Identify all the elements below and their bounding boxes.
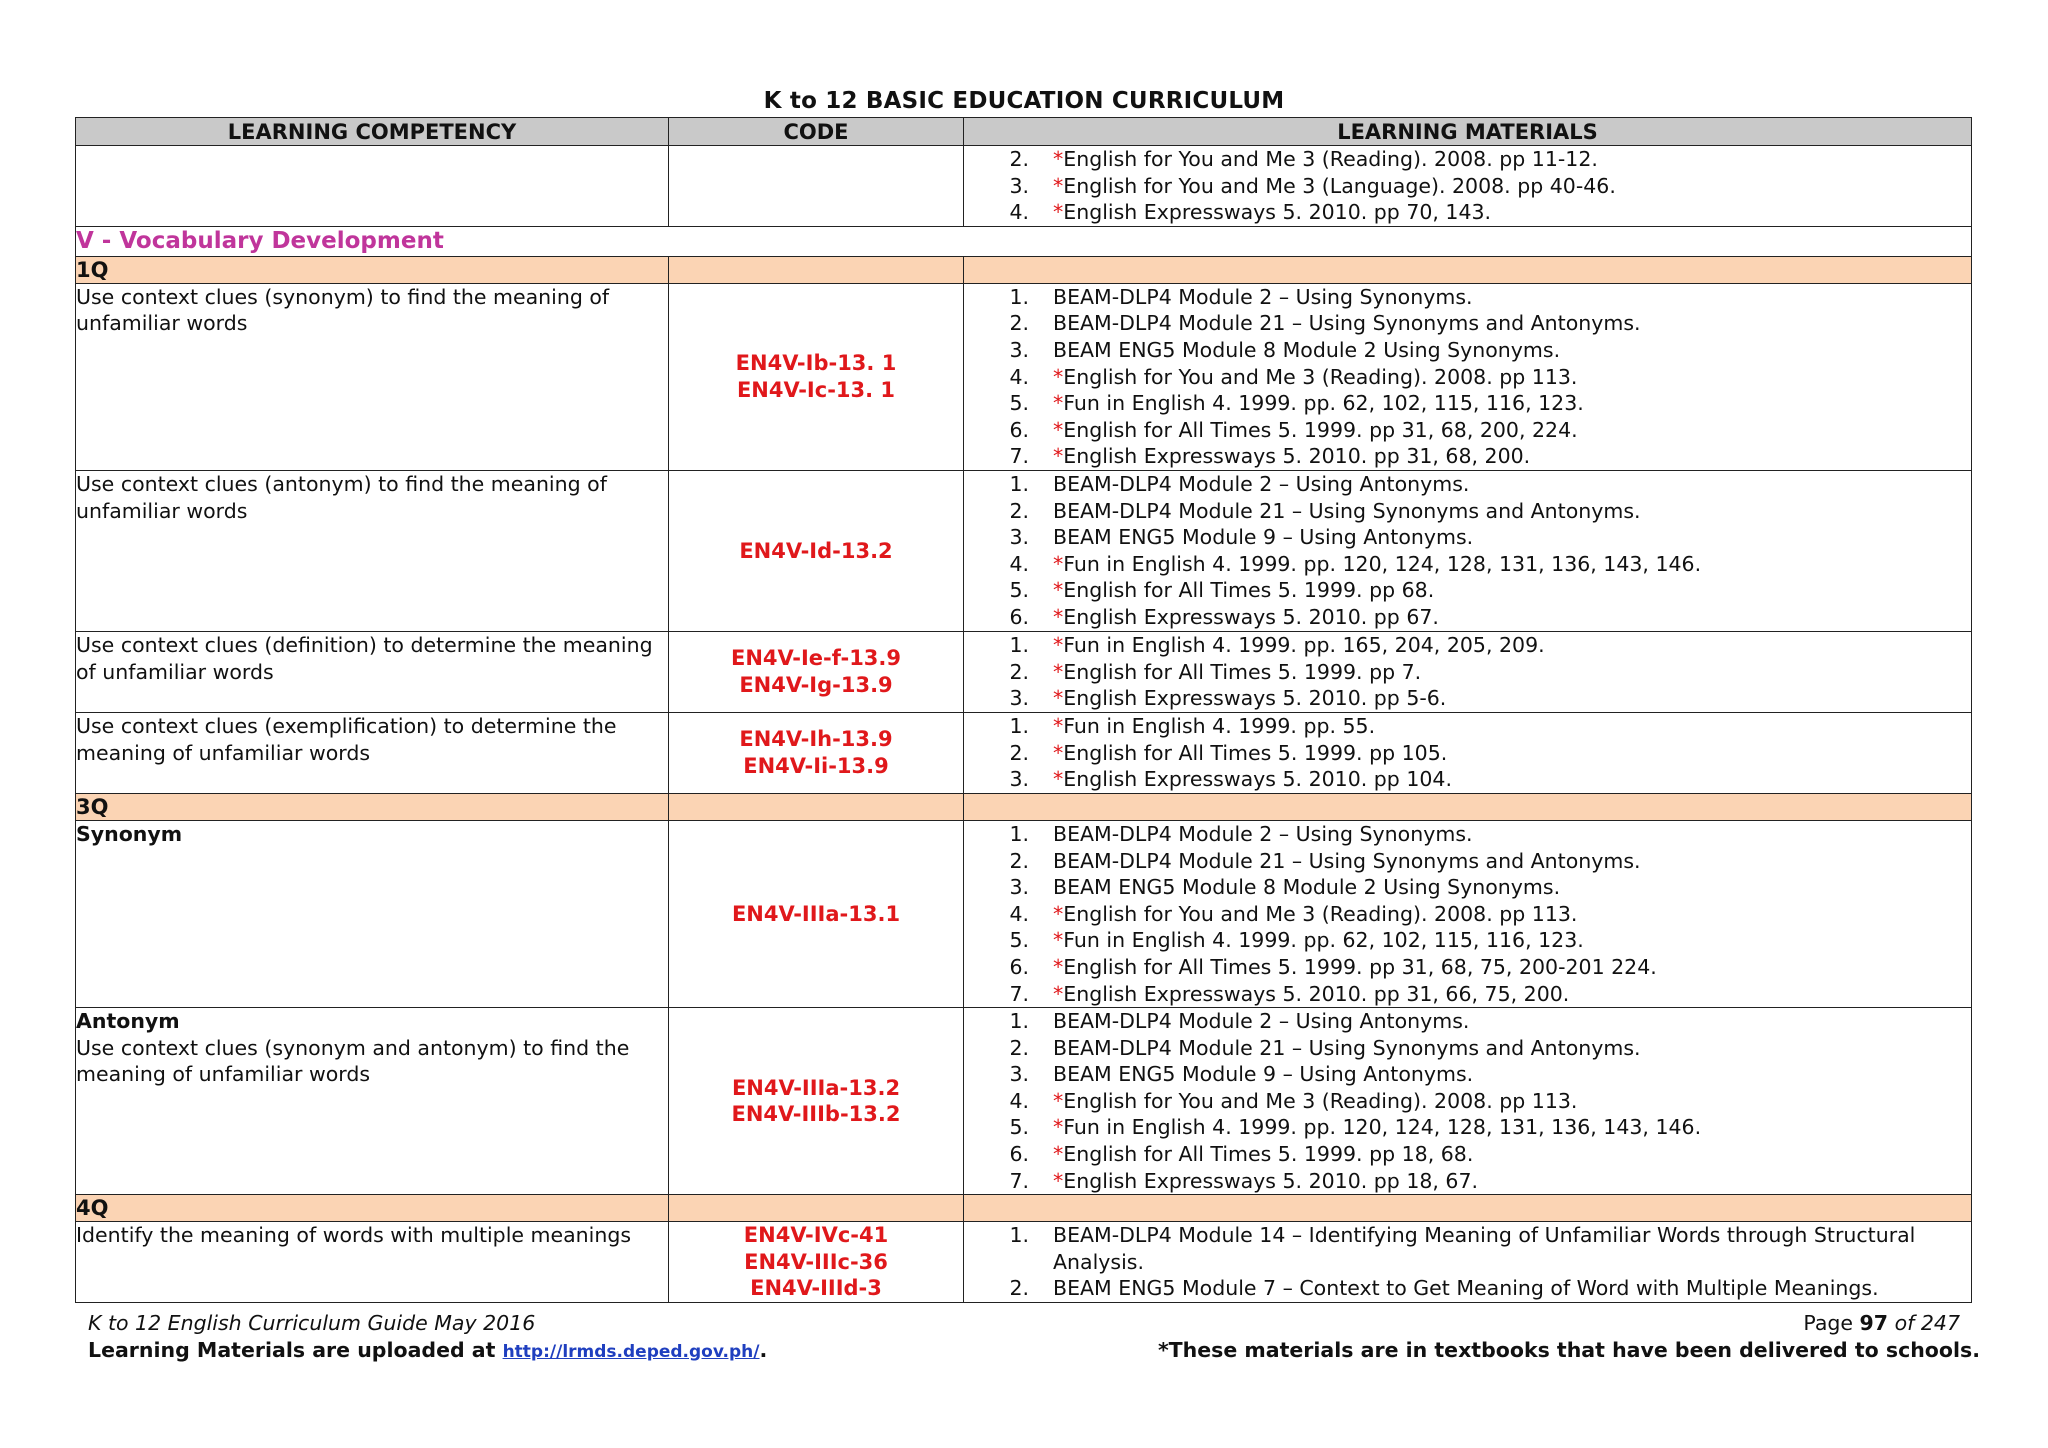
material-number: 4.: [1009, 551, 1029, 576]
competency-code: EN4V-IIIb-13.2: [731, 1102, 901, 1127]
page-current: 97: [1859, 1311, 1889, 1335]
material-number: 7.: [1009, 981, 1029, 1006]
competency-cell: [76, 146, 669, 227]
material-text-wrap: [1053, 740, 1971, 767]
material-text: English for You and Me 3 (Language). 2008. pp 40-46.: [1063, 173, 1616, 198]
material-text: English for All Times 5. 1999. pp 18, 68.: [1063, 1142, 1474, 1167]
table-row: [76, 712, 1972, 793]
material-text: Fun in English 4. 1999. pp. 62, 102, 115, 116, 123.: [1063, 391, 1584, 416]
material-text-wrap: [1053, 1088, 1971, 1115]
star-marker: *: [1053, 686, 1064, 711]
star-marker: *: [1053, 767, 1064, 792]
column-header-competency: LEARNING COMPETENCY: [76, 118, 669, 146]
quarter-row: [76, 793, 1972, 820]
material-number: 2.: [1009, 147, 1029, 171]
material-text: English for You and Me 3 (Reading). 2008. pp 113.: [1063, 364, 1578, 389]
competency-cell: [76, 820, 669, 1007]
material-text-wrap: [1053, 1114, 1971, 1141]
competency-code: EN4V-Ii-13.9: [743, 753, 889, 778]
material-item: [964, 417, 1971, 444]
table-row: [76, 146, 1972, 227]
curriculum-table: [75, 117, 1972, 1303]
materials-list: [964, 713, 1971, 793]
competency-text: Identify the meaning of words with multiple meanings: [76, 1223, 632, 1248]
materials-cell: [964, 1222, 1972, 1303]
material-number: 7.: [1009, 444, 1029, 469]
material-item: [964, 874, 1971, 901]
competency-cell: [76, 712, 669, 793]
material-text: English for All Times 5. 1999. pp 31, 68, 200, 224.: [1063, 417, 1578, 442]
material-text: BEAM ENG5 Module 8 Module 2 Using Synonyms.: [1053, 875, 1561, 900]
material-item: [964, 284, 1971, 311]
material-text-wrap: [1053, 927, 1971, 954]
material-item: [964, 604, 1971, 631]
material-item: [964, 685, 1971, 712]
material-text: Fun in English 4. 1999. pp. 120, 124, 128, 131, 136, 143, 146.: [1063, 551, 1702, 576]
material-text: BEAM-DLP4 Module 2 – Using Synonyms.: [1053, 821, 1473, 846]
material-text: BEAM-DLP4 Module 2 – Using Synonyms.: [1053, 284, 1473, 309]
material-text-wrap: [1053, 577, 1971, 604]
competency-code: EN4V-Ic-13. 1: [736, 377, 896, 402]
star-marker: *: [1053, 632, 1064, 657]
materials-list: [964, 1008, 1971, 1194]
materials-cell: [964, 1008, 1972, 1195]
material-text-wrap: [1053, 659, 1971, 686]
material-text: Fun in English 4. 1999. pp. 120, 124, 128, 131, 136, 143, 146.: [1063, 1115, 1702, 1140]
material-item: [964, 954, 1971, 981]
code-cell: [669, 1008, 964, 1195]
table-row: [76, 820, 1972, 1007]
material-text: BEAM-DLP4 Module 21 – Using Synonyms and Antonyms.: [1053, 498, 1641, 523]
footer-right: [1158, 1310, 1980, 1363]
material-number: 1.: [1009, 713, 1029, 738]
material-text: English for All Times 5. 1999. pp 105.: [1063, 740, 1448, 765]
table-row: [76, 631, 1972, 712]
material-text-wrap: [1053, 1222, 1971, 1275]
star-marker: *: [1053, 713, 1064, 738]
star-marker: *: [1053, 928, 1064, 953]
footer-guide: K to 12 English Curriculum Guide May 2016: [88, 1311, 536, 1335]
material-item: [964, 1114, 1971, 1141]
code-cell: [669, 1222, 964, 1303]
competency-code: EN4V-IIIc-36: [744, 1249, 888, 1274]
star-marker: *: [1053, 1088, 1064, 1113]
competency-cell: [76, 1008, 669, 1195]
competency-cell: [76, 283, 669, 470]
material-text: English for All Times 5. 1999. pp 31, 68, 75, 200-201 224.: [1063, 954, 1657, 979]
material-item: [964, 1222, 1971, 1275]
material-number: 6.: [1009, 417, 1029, 442]
material-text: English for All Times 5. 1999. pp 7.: [1063, 659, 1422, 684]
competency-cell: [76, 631, 669, 712]
page-total: of 247: [1888, 1311, 1960, 1335]
material-number: 3.: [1009, 686, 1029, 711]
quarter-label: 1Q: [76, 256, 669, 283]
material-number: 2.: [1009, 1035, 1029, 1060]
competency-code: EN4V-Ig-13.9: [739, 672, 893, 697]
material-text-wrap: [1053, 713, 1971, 740]
material-number: 3.: [1009, 875, 1029, 900]
competency-text: Use context clues (exemplification) to determine the meaning of unfamiliar words: [76, 713, 617, 765]
material-text: BEAM-DLP4 Module 2 – Using Antonyms.: [1053, 1009, 1470, 1034]
code-cell: [669, 283, 964, 470]
material-text-wrap: [1053, 848, 1971, 875]
materials-list: [964, 284, 1971, 470]
material-text: English for You and Me 3 (Reading). 2008. pp 11-12.: [1063, 147, 1598, 171]
material-text: BEAM-DLP4 Module 21 – Using Synonyms and Antonyms.: [1053, 311, 1641, 336]
material-item: [964, 173, 1971, 200]
material-item: [964, 632, 1971, 659]
material-text-wrap: [1053, 766, 1971, 793]
section-row: [76, 226, 1972, 256]
material-text: English for All Times 5. 1999. pp 68.: [1063, 578, 1435, 603]
material-item: [964, 1008, 1971, 1035]
materials-list: [964, 471, 1971, 631]
material-text-wrap: [1053, 173, 1971, 200]
material-text: English Expressways 5. 2010. pp 5-6.: [1063, 686, 1447, 711]
material-text: Fun in English 4. 1999. pp. 62, 102, 115, 116, 123.: [1063, 928, 1584, 953]
material-number: 1.: [1009, 821, 1029, 846]
material-text-wrap: [1053, 685, 1971, 712]
material-item: [964, 927, 1971, 954]
star-marker: *: [1053, 1115, 1064, 1140]
material-text-wrap: [1053, 498, 1971, 525]
star-marker: *: [1053, 417, 1064, 442]
material-number: 1.: [1009, 284, 1029, 309]
competency-code: EN4V-IIIa-13.2: [731, 1075, 901, 1100]
material-text-wrap: [1053, 981, 1971, 1008]
material-number: 2.: [1009, 659, 1029, 684]
material-text: BEAM ENG5 Module 7 – Context to Get Meaning of Word with Multiple Meanings.: [1053, 1276, 1879, 1301]
materials-cell: [964, 631, 1972, 712]
material-text: English for You and Me 3 (Reading). 2008. pp 113.: [1063, 1088, 1578, 1113]
material-item: [964, 848, 1971, 875]
material-text-wrap: [1053, 1061, 1971, 1088]
material-item: [964, 713, 1971, 740]
star-marker: *: [1053, 901, 1064, 926]
section-title: V - Vocabulary Development: [76, 226, 1972, 256]
material-number: 3.: [1009, 173, 1029, 198]
materials-list: [964, 146, 1971, 226]
material-item: [964, 981, 1971, 1008]
material-text-wrap: [1053, 417, 1971, 444]
footer-upload-end: .: [759, 1337, 768, 1362]
material-text-wrap: [1053, 443, 1971, 470]
material-number: 5.: [1009, 1115, 1029, 1140]
material-text: BEAM-DLP4 Module 14 – Identifying Meaning of Unfamiliar Words through Structural Analysis.: [1053, 1223, 1916, 1274]
footer-upload-line: [88, 1337, 767, 1366]
material-text-wrap: [1053, 551, 1971, 578]
materials-cell: [964, 820, 1972, 1007]
code-cell: [669, 146, 964, 227]
quarter-row: [76, 256, 1972, 283]
material-item: [964, 364, 1971, 391]
star-marker: *: [1053, 444, 1064, 469]
material-number: 1.: [1009, 632, 1029, 657]
star-marker: *: [1053, 954, 1064, 979]
code-cell: [669, 470, 964, 631]
material-item: [964, 443, 1971, 470]
star-marker: *: [1053, 147, 1064, 171]
material-number: 5.: [1009, 928, 1029, 953]
material-number: 2.: [1009, 740, 1029, 765]
star-marker: *: [1053, 173, 1064, 198]
table-row: [76, 283, 1972, 470]
materials-list: [964, 1222, 1971, 1302]
star-marker: *: [1053, 1142, 1064, 1167]
code-cell: [669, 631, 964, 712]
material-number: 3.: [1009, 337, 1029, 362]
material-item: [964, 821, 1971, 848]
material-item: [964, 551, 1971, 578]
material-text-wrap: [1053, 1168, 1971, 1195]
materials-list: [964, 821, 1971, 1007]
star-marker: *: [1053, 981, 1064, 1006]
competency-code: EN4V-IIId-3: [750, 1276, 882, 1301]
footer-note: *These materials are in textbooks that have been delivered to schools.: [1157, 1337, 1980, 1362]
competency-code: EN4V-IVc-41: [743, 1223, 889, 1248]
material-text-wrap: [1053, 390, 1971, 417]
material-text-wrap: [1053, 524, 1971, 551]
material-item: [964, 1141, 1971, 1168]
material-text-wrap: [1053, 1008, 1971, 1035]
material-item: [964, 740, 1971, 767]
material-text: English Expressways 5. 2010. pp 104.: [1063, 767, 1452, 792]
material-item: [964, 498, 1971, 525]
material-text-wrap: [1053, 146, 1971, 173]
table-row: [76, 1222, 1972, 1303]
material-item: [964, 1061, 1971, 1088]
material-item: [964, 1168, 1971, 1195]
material-number: 1.: [1009, 1009, 1029, 1034]
material-text-wrap: [1053, 199, 1971, 226]
star-marker: *: [1053, 1168, 1064, 1193]
material-item: [964, 310, 1971, 337]
material-text: Fun in English 4. 1999. pp. 55.: [1063, 713, 1376, 738]
star-marker: *: [1053, 200, 1064, 225]
material-text: BEAM ENG5 Module 9 – Using Antonyms.: [1053, 525, 1474, 550]
material-number: 6.: [1009, 954, 1029, 979]
column-header-materials: LEARNING MATERIALS: [964, 118, 1972, 146]
material-text: English Expressways 5. 2010. pp 31, 68, 200.: [1063, 444, 1531, 469]
star-marker: *: [1053, 659, 1064, 684]
material-text-wrap: [1053, 1275, 1971, 1302]
star-marker: *: [1053, 551, 1064, 576]
table-row: [76, 1008, 1972, 1195]
material-number: 1.: [1009, 471, 1029, 496]
competency-heading: Synonym: [76, 821, 183, 846]
material-number: 2.: [1009, 1276, 1029, 1301]
material-number: 4.: [1009, 364, 1029, 389]
material-text-wrap: [1053, 604, 1971, 631]
material-number: 2.: [1009, 498, 1029, 523]
material-number: 4.: [1009, 1088, 1029, 1113]
material-text: BEAM ENG5 Module 9 – Using Antonyms.: [1053, 1062, 1474, 1087]
material-item: [964, 577, 1971, 604]
table-header-row: [76, 118, 1972, 146]
star-marker: *: [1053, 604, 1064, 629]
material-item: [964, 199, 1971, 226]
material-text: English Expressways 5. 2010. pp 31, 66, 75, 200.: [1063, 981, 1570, 1006]
material-text: English Expressways 5. 2010. pp 70, 143.: [1063, 200, 1492, 225]
competency-code: EN4V-Ih-13.9: [739, 727, 893, 752]
competency-cell: [76, 470, 669, 631]
material-item: [964, 471, 1971, 498]
material-text-wrap: [1053, 1035, 1971, 1062]
material-number: 1.: [1009, 1223, 1029, 1248]
material-text-wrap: [1053, 1141, 1971, 1168]
materials-cell: [964, 470, 1972, 631]
competency-text: Use context clues (definition) to determine the meaning of unfamiliar words: [76, 632, 653, 684]
material-number: 6.: [1009, 604, 1029, 629]
material-item: [964, 337, 1971, 364]
material-number: 5.: [1009, 578, 1029, 603]
materials-cell: [964, 283, 1972, 470]
material-text: BEAM-DLP4 Module 2 – Using Antonyms.: [1053, 471, 1470, 496]
quarter-label: 3Q: [76, 793, 669, 820]
page-title: K to 12 BASIC EDUCATION CURRICULUM: [763, 88, 1285, 114]
column-header-code: CODE: [669, 118, 964, 146]
materials-cell: [964, 712, 1972, 793]
code-cell: [669, 820, 964, 1007]
footer-upload-text: Learning Materials are uploaded at: [88, 1337, 503, 1362]
competency-code: EN4V-Id-13.2: [739, 538, 893, 563]
material-text-wrap: [1053, 954, 1971, 981]
material-number: 2.: [1009, 848, 1029, 873]
material-item: [964, 766, 1971, 793]
page-number: [1158, 1310, 1980, 1337]
material-text: English Expressways 5. 2010. pp 18, 67.: [1063, 1168, 1479, 1193]
material-item: [964, 901, 1971, 928]
material-number: 3.: [1009, 525, 1029, 550]
material-text: BEAM ENG5 Module 8 Module 2 Using Synonyms.: [1053, 337, 1561, 362]
material-number: 5.: [1009, 391, 1029, 416]
material-number: 4.: [1009, 200, 1029, 225]
material-text: BEAM-DLP4 Module 21 – Using Synonyms and Antonyms.: [1053, 1035, 1641, 1060]
material-number: 2.: [1009, 311, 1029, 336]
material-item: [964, 659, 1971, 686]
material-text-wrap: [1053, 364, 1971, 391]
competency-heading: Antonym: [76, 1009, 180, 1034]
material-item: [964, 146, 1971, 173]
footer-left: [88, 1310, 767, 1365]
star-marker: *: [1053, 578, 1064, 603]
quarter-label: 4Q: [76, 1195, 669, 1222]
material-item: [964, 1275, 1971, 1302]
material-item: [964, 1035, 1971, 1062]
material-number: 6.: [1009, 1142, 1029, 1167]
materials-list: [964, 632, 1971, 712]
material-item: [964, 1088, 1971, 1115]
material-text-wrap: [1053, 632, 1971, 659]
table-row: [76, 470, 1972, 631]
competency-code: EN4V-IIIa-13.1: [731, 901, 901, 926]
material-number: 3.: [1009, 767, 1029, 792]
material-item: [964, 390, 1971, 417]
code-cell: [669, 712, 964, 793]
page-label: Page: [1803, 1311, 1860, 1335]
star-marker: *: [1053, 740, 1064, 765]
star-marker: *: [1053, 364, 1064, 389]
competency-text: Use context clues (antonym) to find the meaning of unfamiliar words: [76, 471, 607, 523]
material-text-wrap: [1053, 901, 1971, 928]
material-number: 3.: [1009, 1062, 1029, 1087]
quarter-row: [76, 1195, 1972, 1222]
material-text: English Expressways 5. 2010. pp 67.: [1063, 604, 1439, 629]
competency-code: EN4V-Ib-13. 1: [735, 351, 897, 376]
competency-text: Use context clues (synonym) to find the meaning of unfamiliar words: [76, 284, 610, 336]
material-text-wrap: [1053, 284, 1971, 311]
competency-code: EN4V-Ie-f-13.9: [730, 646, 902, 671]
material-text-wrap: [1053, 471, 1971, 498]
material-number: 4.: [1009, 901, 1029, 926]
material-text-wrap: [1053, 310, 1971, 337]
material-number: 7.: [1009, 1168, 1029, 1193]
material-text: English for You and Me 3 (Reading). 2008. pp 113.: [1063, 901, 1578, 926]
material-text: BEAM-DLP4 Module 21 – Using Synonyms and Antonyms.: [1053, 848, 1641, 873]
materials-cell: [964, 146, 1972, 227]
material-item: [964, 524, 1971, 551]
material-text-wrap: [1053, 874, 1971, 901]
material-text-wrap: [1053, 337, 1971, 364]
competency-text: Use context clues (synonym and antonym) to find the meaning of unfamiliar words: [76, 1035, 630, 1087]
competency-cell: [76, 1222, 669, 1303]
material-text-wrap: [1053, 821, 1971, 848]
lrmds-link[interactable]: http://lrmds.deped.gov.ph/: [502, 1341, 760, 1362]
star-marker: *: [1053, 391, 1064, 416]
material-text: Fun in English 4. 1999. pp. 165, 204, 205, 209.: [1063, 632, 1545, 657]
